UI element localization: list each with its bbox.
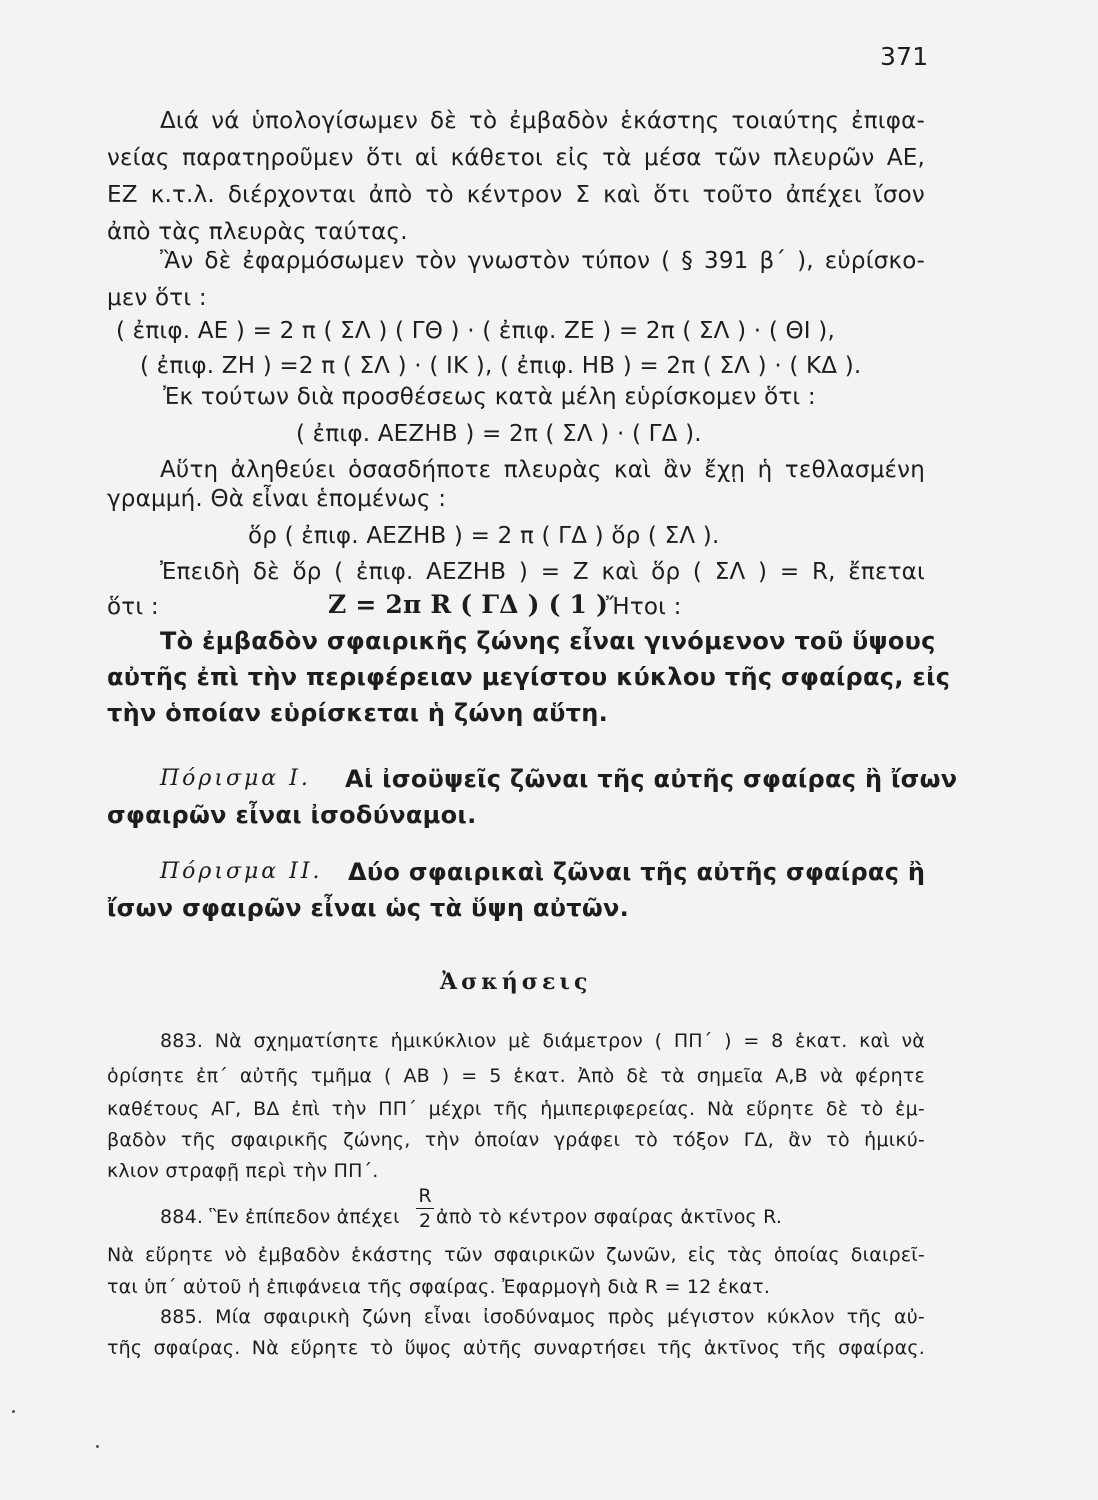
ex884-start: 884. Ἓν ἐπίπεδον ἀπέχει: [160, 1206, 400, 1228]
ex885-line-1: 885. Μία σφαιρικὴ ζώνη εἶναι ἰσοδύναμος πρὸς μέγιστον κύκλον τῆς αὐ-: [160, 1306, 925, 1328]
page-number: 371: [880, 42, 929, 71]
para5: Ἐπειδὴ δὲ ὅρ ( ἐπιφ. ΑΕΖΗΒ ) = Ζ καὶ ὅρ ( ΣΛ ) = R, ἔπεται: [160, 559, 925, 585]
theorem-line-2: αὐτῆς ἐπὶ τὴν περιφέρειαν μεγίστου κύκλου τῆς σφαίρας, εἰς: [107, 663, 951, 691]
ex884-fraction-bar: [416, 1208, 434, 1209]
porisma2-line-2: ἴσων σφαιρῶν εἶναι ὡς τὰ ὕψη αὐτῶν.: [107, 894, 630, 922]
theorem-line-1: Τὸ ἐμβαδὸν σφαιρικῆς ζώνης εἶναι γινόμενον τοῦ ὕψους: [160, 627, 936, 655]
main-formula: Ζ = 2π R ( ΓΔ ) ( 1 ): [328, 590, 609, 619]
ex884-fraction-denominator: 2: [418, 1210, 432, 1232]
equation-1: ( ἐπιφ. ΑΕ ) = 2 π ( ΣΛ ) ( ΓΘ ) · ( ἐπιφ. ΖΕ ) = 2π ( ΣΛ ) · ( ΘΙ ),: [116, 318, 835, 344]
ex884-fraction-numerator: R: [418, 1185, 432, 1207]
ex884-rest: ἀπὸ τὸ κέντρον σφαίρας ἀκτῖνος R.: [436, 1206, 783, 1228]
ex885-line-2: τῆς σφαίρας. Νὰ εὕρητε τὸ ὕψος αὐτῆς συναρτήσει τῆς ἀκτῖνος τῆς σφαίρας.: [107, 1337, 925, 1359]
porisma2-label: Πόρισμα ΙΙ.: [160, 859, 323, 884]
para4-line-1: Αὕτη ἀληθεύει ὁσασδήποτε πλευρὰς καὶ ἂν ἔχῃ ἡ τεθλασμένη: [160, 457, 925, 483]
para1-line-2: νείας παρατηροῦμεν ὅτι αἱ κάθετοι εἰς τὰ μέσα τῶν πλευρῶν ΑΕ,: [107, 145, 925, 171]
equation-2: ( ἐπιφ. ΖΗ ) =2 π ( ΣΛ ) · ( ΙΚ ), ( ἐπιφ. ΗΒ ) = 2π ( ΣΛ ) · ( ΚΔ ).: [140, 353, 862, 379]
etoi-label: Ἤτοι :: [606, 594, 682, 620]
equation-3: ( ἐπιφ. ΑΕΖΗΒ ) = 2π ( ΣΛ ) · ( ΓΔ ).: [296, 421, 702, 447]
theorem-line-3: τὴν ὁποίαν εὑρίσκεται ἡ ζώνη αὕτη.: [107, 699, 609, 727]
equation-4: ὅρ ( ἐπιφ. ΑΕΖΗΒ ) = 2 π ( ΓΔ ) ὅρ ( ΣΛ ).: [248, 523, 720, 549]
ex883-line-4: βαδὸν τῆς σφαιρικῆς ζώνης, τὴν ὁποίαν γράφει τὸ τόξον ΓΔ, ἂν τὸ ἡμικύ-: [107, 1129, 925, 1151]
para3: Ἐκ τούτων διὰ προσθέσεως κατὰ μέλη εὑρίσκομεν ὅτι :: [163, 384, 816, 410]
para1-line-4: ἀπὸ τὰς πλευρὰς ταύτας.: [107, 219, 408, 245]
para1-line-3: ΕΖ κ.τ.λ. διέρχονται ἀπὸ τὸ κέντρον Σ καὶ ὅτι τοῦτο ἀπέχει ἴσον: [107, 182, 925, 208]
para2-line-2: μεν ὅτι :: [107, 285, 207, 311]
exercises-heading: Ἀσκήσεις: [440, 969, 592, 995]
para4-line-2: γραμμή. Θὰ εἶναι ἑπομένως :: [107, 486, 447, 512]
ex883-line-3: καθέτους ΑΓ, ΒΔ ἐπὶ τὴν ΠΠ΄ μέχρι τῆς ἡμιπεριφερείας. Νὰ εὕρητε δὲ τὸ ἐμ-: [107, 1098, 925, 1120]
para2-line-1: Ἂν δὲ ἐφαρμόσωμεν τὸν γνωστὸν τύπον ( § 391 β΄ ), εὑρίσκο-: [160, 248, 925, 274]
porisma2-line-1: Δύο σφαιρικαὶ ζῶναι τῆς αὐτῆς σφαίρας ἢ: [348, 858, 926, 886]
porisma1-line-1: Αἱ ἰσοϋψεῖς ζῶναι τῆς αὐτῆς σφαίρας ἢ ἴσων: [345, 765, 958, 793]
porisma1-label: Πόρισμα Ι.: [160, 766, 311, 791]
ex883-line-2: ὁρίσητε ἐπ΄ αὐτῆς τμῆμα ( ΑΒ ) = 5 ἑκατ. Ἀπὸ δὲ τὰ σημεῖα Α,Β νὰ φέρητε: [107, 1065, 925, 1087]
oti-label: ὅτι :: [107, 594, 159, 620]
ex884-line-2: Νὰ εὕρητε νὸ ἐμβαδὸν ἑκάστης τῶν σφαιρικῶν ζωνῶν, εἰς τὰς ὁποίας διαιρεῖ-: [107, 1244, 925, 1266]
scan-speck: [96, 1445, 99, 1448]
ex884-line-3: ται ὑπ΄ αὐτοῦ ἡ ἐπιφάνεια τῆς σφαίρας. Ἐφαρμογὴ διὰ R = 12 ἑκατ.: [107, 1276, 771, 1298]
ex883-line-1: 883. Νὰ σχηματίσητε ἡμικύκλιον μὲ διάμετρον ( ΠΠ΄ ) = 8 ἑκατ. καὶ νὰ: [160, 1030, 925, 1052]
para1-line-1: Διά νά ὑπολογίσωμεν δὲ τὸ ἐμβαδὸν ἑκάστης τοιαύτης ἐπιφα-: [160, 108, 925, 134]
scan-speck: [12, 1410, 15, 1413]
porisma1-line-2: σφαιρῶν εἶναι ἰσοδύναμοι.: [107, 801, 477, 829]
ex883-line-5: κλιον στραφῇ περὶ τὴν ΠΠ΄.: [107, 1160, 379, 1182]
